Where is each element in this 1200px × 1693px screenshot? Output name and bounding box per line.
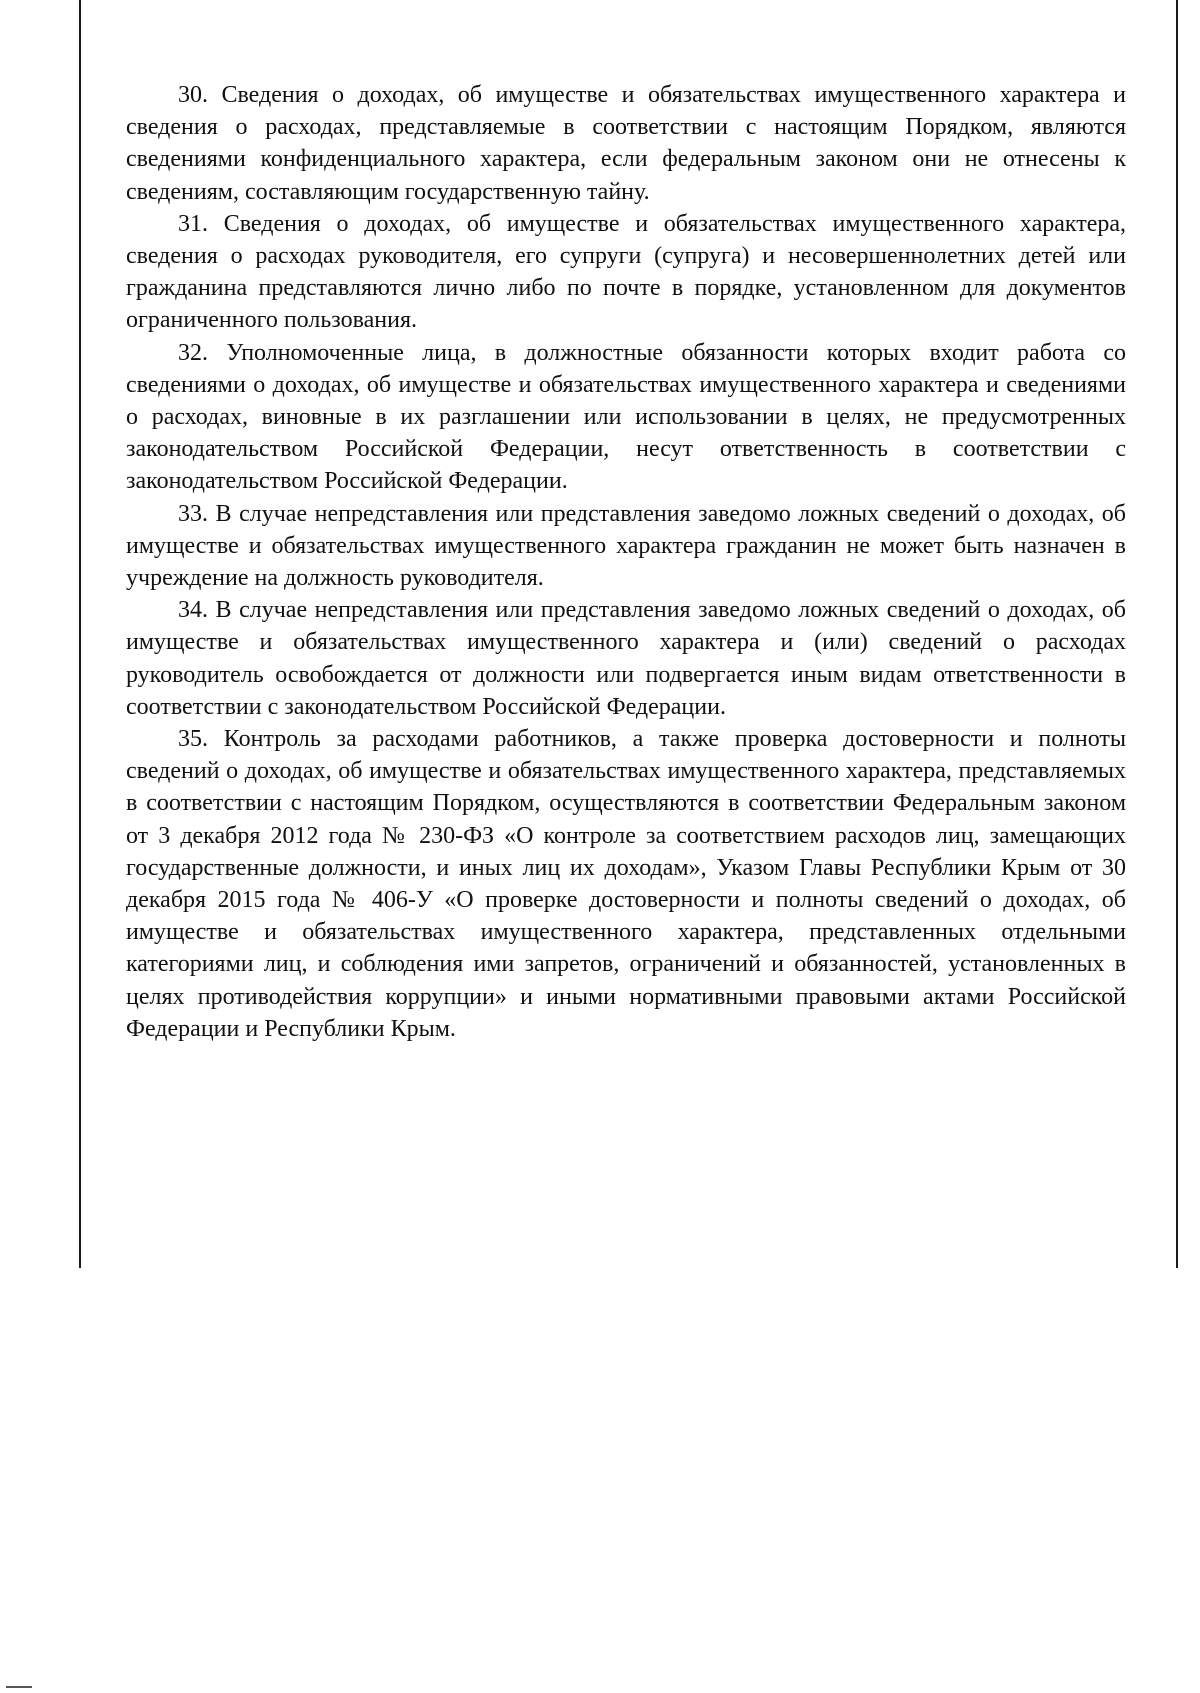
paragraph-number: 34. [178,597,208,624]
paragraph-text: В случае непредставления или представления заведомо ложных сведений о доходах, об имуществе и обязательствах имущественного характера и (или) сведений о расходах руководитель освобождается от должности или подвергается иным видам ответственности в соответствии с законодательством Российской Федерации. [126,597,1126,720]
left-margin-line [79,0,81,1268]
paragraph-text: В случае непредставления или представления заведомо ложных сведений о доходах, об имуществе и обязательствах имущественного характера гражданин не может быть назначен в учреждение на должность руководителя. [126,500,1126,592]
paragraph-30 [126,79,1126,208]
paragraph-text: Сведения о доходах, об имуществе и обязательствах имущественного характера и сведения о расходах, представляемые в соответствии с настоящим Порядком, являются сведениями конфиденциального характера, если федеральным законом они не отнесены к сведениям, составляющим государственную тайну. [126,82,1126,205]
paragraph-number: 33. [178,500,208,527]
paragraph-35 [126,723,1126,1045]
paragraph-text: Сведения о доходах, об имуществе и обязательствах имущественного характера, сведения о расходах руководителя, его супруги (супруга) и несовершеннолетних детей или гражданина представляются лично либо по почте в порядке, установленном для документов ограниченного пользования. [126,210,1127,334]
paragraph-31 [126,208,1126,337]
paragraph-text: Контроль за расходами работников, а также проверка достоверности и полноты сведений о доходах, об имуществе и обязательствах имущественного характера, представляемых в соответствии с настоящим Порядком, осуществляются в соответствии Федеральным законом от 3 декабря 2012 года № 230-ФЗ «О контроле за соответствием расходов лиц, замещающих государственные должности, и иных лиц их доходам», Указом Главы Республики Крым от 30 декабря 2015 года № 406-У «О проверке достоверности и полноты сведений о доходах, об имуществе и обязательствах имущественного характера, представленных отдельными категориями лиц, и соблюдения ими запретов, ограничений и обязанностей, установленных в целях противодействия коррупции» и иными нормативными правовыми актами Российской Федерации и Республики Крым. [126,726,1127,1042]
paragraph-number: 35. [178,726,208,753]
paragraph-number: 32. [178,339,208,366]
paragraph-34 [126,594,1126,723]
paragraph-text: Уполномоченные лица, в должностные обязанности которых входит работа со сведениями о доходах, об имуществе и обязательствах имущественного характера и сведениями о расходах, виновные в их разглашении или использовании в целях, не предусмотренных законодательством Российской Федерации, несут ответственность в соответствии с законодательством Российской Федерации. [126,339,1126,495]
paragraph-number: 31. [178,210,208,237]
scan-artifact-mark [6,1686,32,1688]
document-body [126,79,1126,1045]
right-margin-line [1176,0,1178,1268]
paragraph-32 [126,337,1126,498]
paragraph-33 [126,498,1126,595]
paragraph-number: 30. [178,82,208,108]
